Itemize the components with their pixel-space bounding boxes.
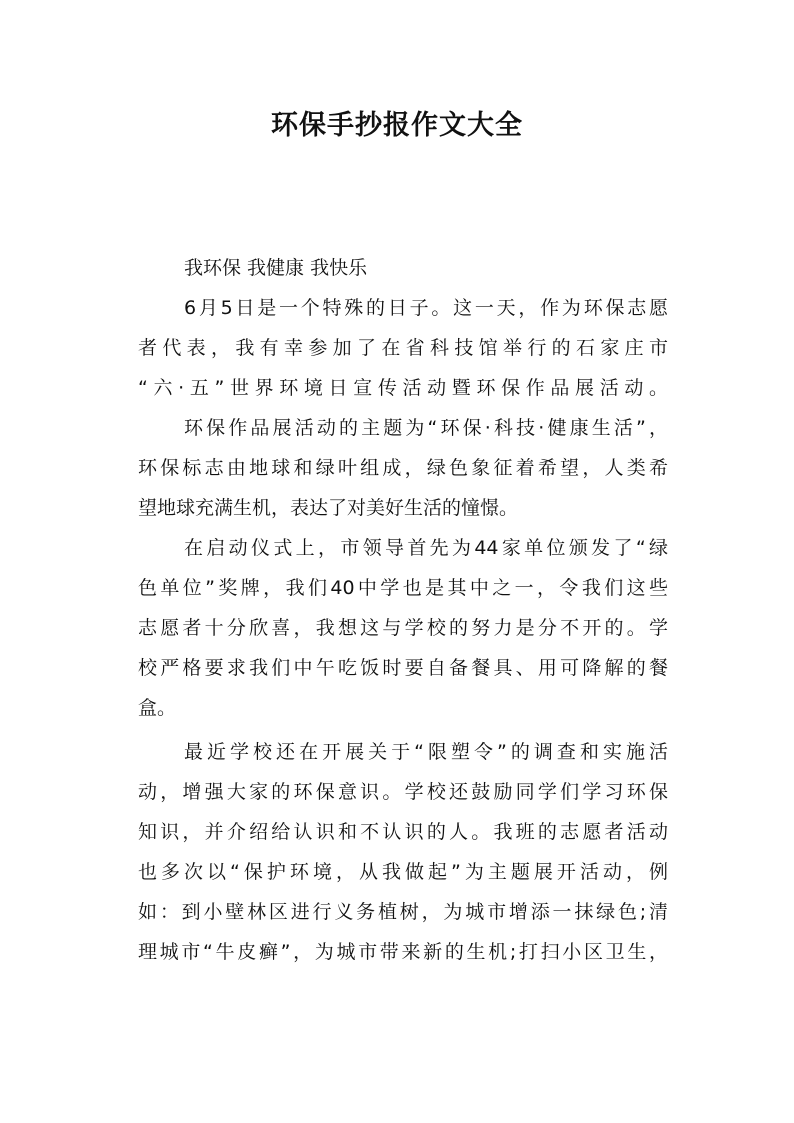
paragraph-line: 6月5日是一个特殊的日子。这一天，作为环保志愿 — [184, 297, 668, 319]
paragraph-line: 志愿者十分欣喜，我想这与学校的努力是分不开的。学 — [138, 617, 668, 639]
document-body — [138, 248, 668, 972]
paragraph-line: 者代表，我有幸参加了在省科技馆举行的石家庄市 — [138, 337, 668, 359]
paragraph-line: 望地球充满生机，表达了对美好生活的憧憬。 — [138, 497, 519, 519]
paragraph-line: 动，增强大家的环保意识。学校还鼓励同学们学习环保 — [138, 781, 668, 803]
paragraph-line: 校严格要求我们中午吃饭时要自备餐具、用可降解的餐 — [138, 657, 668, 679]
subtitle-line: 我环保 我健康 我快乐 — [184, 257, 368, 279]
paragraph-line: 色单位”奖牌，我们40中学也是其中之一，令我们这些 — [138, 577, 668, 599]
paragraph-line: 环保标志由地球和绿叶组成，绿色象征着希望，人类希 — [138, 457, 668, 479]
paragraph-line: 盒。 — [138, 697, 177, 719]
paragraph-line: 如：到小壁林区进行义务植树，为城市增添一抹绿色;清 — [138, 901, 668, 923]
paragraph-line: 也多次以“保护环境，从我做起”为主题展开活动，例 — [138, 861, 668, 883]
paragraph-line: 知识，并介绍给认识和不认识的人。我班的志愿者活动 — [138, 821, 668, 843]
paragraph-line: “六·五”世界环境日宣传活动暨环保作品展活动。 — [138, 377, 668, 399]
paragraph-line: 环保作品展活动的主题为“环保·科技·健康生活”， — [184, 417, 668, 439]
paragraph-line: 理城市“牛皮癣”，为城市带来新的生机;打扫小区卫生， — [138, 941, 668, 963]
paragraph-line: 在启动仪式上，市领导首先为44家单位颁发了“绿 — [184, 537, 668, 559]
paragraph-line: 最近学校还在开展关于“限塑令”的调查和实施活 — [184, 741, 668, 763]
page-title: 环保手抄报作文大全 — [271, 110, 523, 141]
